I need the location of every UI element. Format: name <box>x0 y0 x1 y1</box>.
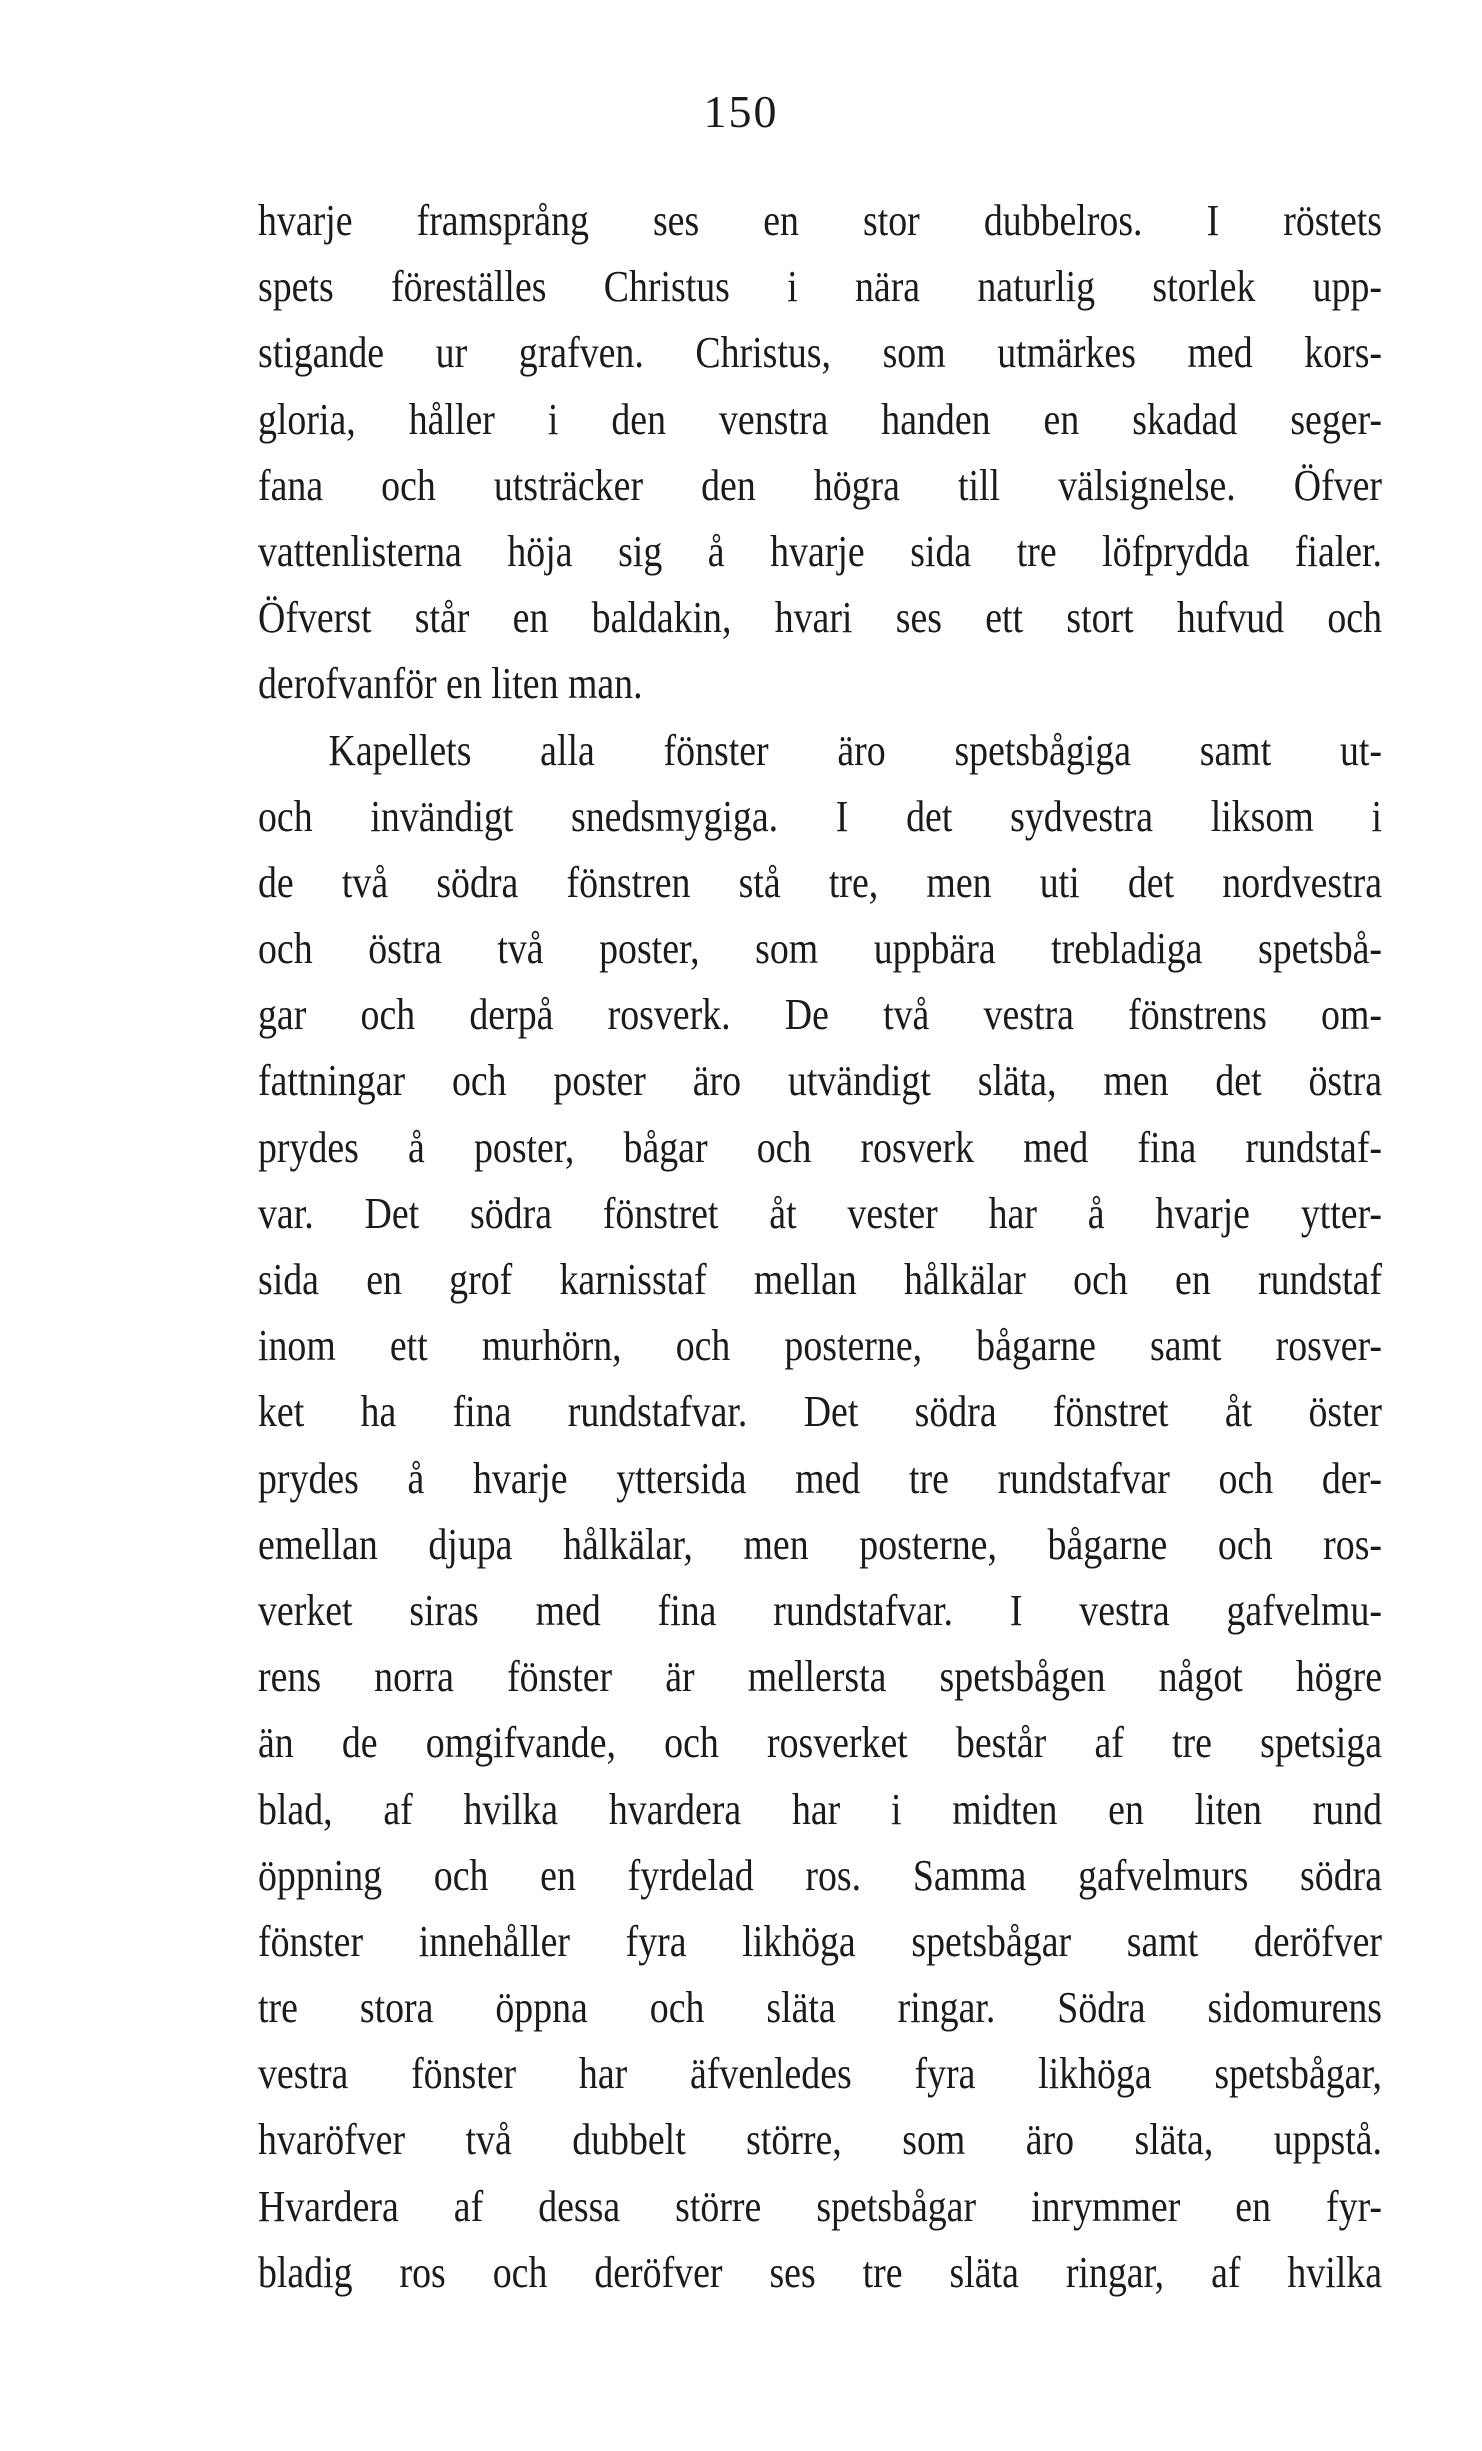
text-line: öppning och en fyrdelad ros. Samma gafvelmurs södra <box>258 1850 1383 1900</box>
text-line: fana och utsträcker den högra till välsignelse. Öfver <box>258 460 1383 510</box>
text-line: spets föreställes Christus i nära naturlig storlek upp- <box>258 262 1383 312</box>
text-line: tre stora öppna och släta ringar. Södra sidomurens <box>258 1983 1383 2033</box>
text-line: var. Det södra fönstret åt vester har å hvarje ytter- <box>258 1188 1383 1238</box>
text-line: blad, af hvilka hvardera har i midten en liten rund <box>258 1784 1383 1834</box>
text-line: gar och derpå rosverk. De två vestra fönstrens om- <box>258 990 1383 1040</box>
text-line: vestra fönster har äfvenledes fyra likhöga spetsbågar, <box>258 2049 1383 2099</box>
text-line: och invändigt snedsmygiga. I det sydvestra liksom i <box>258 791 1383 841</box>
text-line: derofvanför en liten man. <box>258 659 643 709</box>
text-line: vattenlisterna höja sig å hvarje sida tre löfprydda fialer. <box>258 526 1383 576</box>
text-line: ket ha fina rundstafvar. Det södra fönstret åt öster <box>258 1387 1383 1437</box>
text-line: Hvardera af dessa större spetsbågar inrymmer en fyr- <box>258 2181 1383 2231</box>
text-line: stigande ur grafven. Christus, som utmärkes med kors- <box>258 328 1383 378</box>
text-line: verket siras med fina rundstafvar. I vestra gafvelmu- <box>258 1585 1383 1635</box>
text-line: hvarje framsprång ses en stor dubbelros. I röstets <box>258 196 1383 245</box>
text-line: än de omgifvande, och rosverket består af tre spetsiga <box>258 1718 1383 1768</box>
text-line: sida en grof karnisstaf mellan hålkälar och en rundstaf <box>258 1255 1383 1304</box>
text-line: prydes å poster, bågar och rosverk med fina rundstaf- <box>258 1122 1383 1172</box>
text-line: Öfverst står en baldakin, hvari ses ett stort hufvud och <box>258 593 1383 643</box>
text-line: gloria, håller i den venstra handen en skadad seger- <box>258 394 1383 444</box>
text-line: hvaröfver två dubbelt större, som äro släta, uppstå. <box>258 2115 1383 2165</box>
text-line: och östra två poster, som uppbära trebladiga spetsbå- <box>258 924 1383 974</box>
text-line: emellan djupa hålkälar, men posterne, bågarne och ros- <box>258 1519 1383 1569</box>
text-line: fönster innehåller fyra likhöga spetsbågar samt deröfver <box>258 1916 1383 1966</box>
text-line: bladig ros och deröfver ses tre släta ringar, af hvilka <box>258 2247 1383 2297</box>
text-line: prydes å hvarje yttersida med tre rundstafvar och der- <box>258 1453 1383 1503</box>
text-line: inom ett murhörn, och posterne, bågarne samt rosver- <box>258 1321 1383 1371</box>
body-text <box>258 188 1382 2306</box>
text-line: rens norra fönster är mellersta spetsbågen något högre <box>258 1652 1383 1702</box>
text-line: de två södra fönstren stå tre, men uti det nordvestra <box>258 857 1383 907</box>
text-line: Kapellets alla fönster äro spetsbågiga samt ut- <box>328 725 1383 775</box>
text-line: fattningar och poster äro utvändigt släta, men det östra <box>258 1056 1383 1106</box>
page-number: 150 <box>703 86 779 137</box>
